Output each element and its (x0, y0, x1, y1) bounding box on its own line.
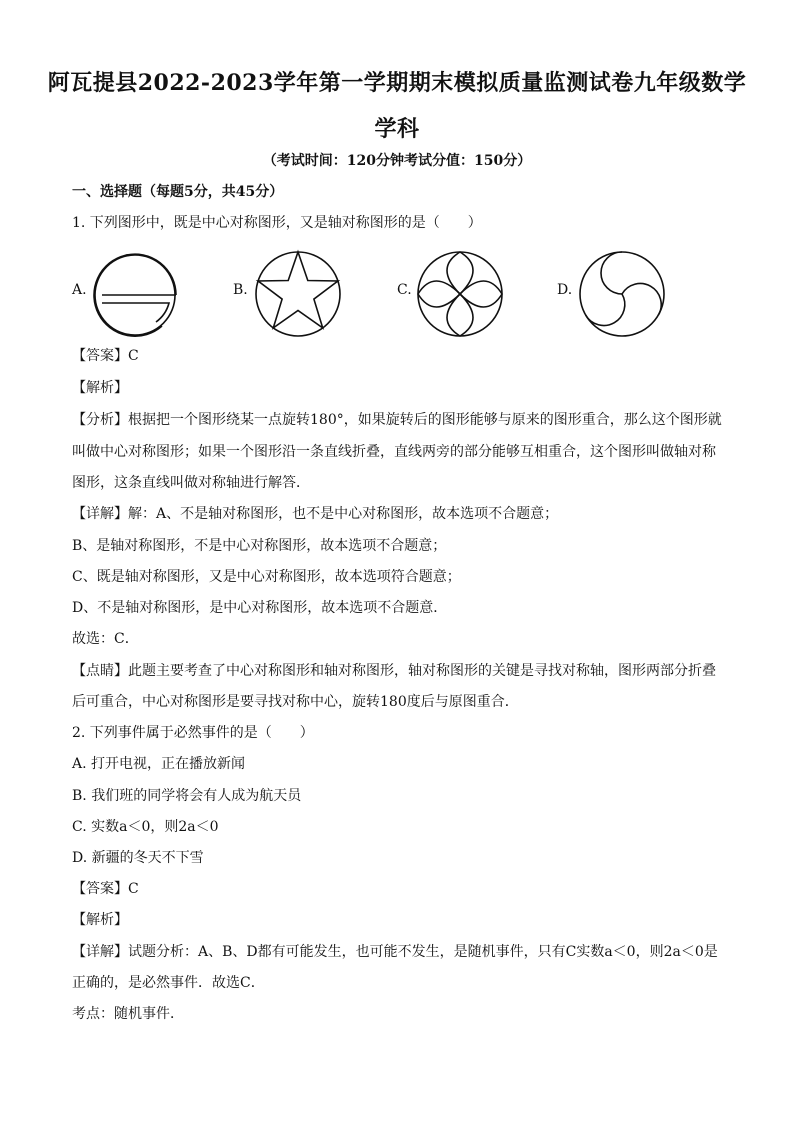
figure-c-flower (414, 248, 506, 340)
q2-option-d: D. 新疆的冬天不下雪 (72, 850, 204, 866)
figure-b-circle (256, 252, 340, 336)
page-title-line2: 学科 (374, 116, 420, 142)
option-a-label: A. (72, 282, 87, 298)
q1-note-line-1: 【点睛】此题主要考查了中心对称图形和轴对称图形，轴对称图形的关键是寻找对称轴，图形两部分折叠 (72, 663, 716, 679)
figure-a-e-inner (102, 303, 169, 322)
figure-a-letter-e (90, 250, 180, 340)
q1-detail-line-1: 【详解】解：A、不是轴对称图形，也不是中心对称图形，故本选项不合题意； (72, 506, 559, 522)
option-c-label: C. (397, 282, 412, 298)
q1-detail-line-3: C、既是轴对称图形，又是中心对称图形，故本选项符合题意； (72, 569, 461, 585)
q1-note-line-2: 后可重合，中心对称图形是要寻找对称中心，旋转180度后与原图重合． (72, 694, 519, 710)
page-title-line1: 阿瓦提县2022-2023学年第一学期期末模拟质量监测试卷九年级数学 (47, 70, 747, 96)
question-1-stem: 1. 下列图形中，既是中心对称图形，又是轴对称图形的是（ ） (72, 215, 482, 231)
q1-choice: 故选：C． (72, 631, 139, 647)
figure-c-petal-top (447, 252, 473, 294)
exam-info: （考试时间：120分钟考试分值：150分） (262, 153, 532, 169)
q1-detail-line-4: D、不是轴对称图形，是中心对称图形，故本选项不合题意． (72, 600, 448, 616)
q2-option-b: B. 我们班的同学将会有人成为航天员 (72, 788, 302, 804)
figure-c-petal-bottom (447, 294, 473, 336)
figure-d-arc-2 (622, 283, 661, 315)
q1-answer: 【答案】C (72, 348, 139, 364)
q1-analysis-line-2: 叫做中心对称图形；如果一个图形沿一条直线折叠，直线两旁的部分能够互相重合，这个图形叫做轴对称 (72, 444, 716, 460)
option-d-label: D. (557, 282, 573, 298)
q1-analysis-heading: 【解析】 (72, 380, 128, 396)
section-heading: 一、选择题（每题5分，共45分） (72, 184, 284, 200)
q2-option-a: A. 打开电视，正在播放新闻 (72, 756, 246, 772)
figure-d-arc-3 (586, 294, 625, 326)
figure-c-petal-left (418, 281, 460, 307)
q2-topic: 考点：随机事件． (72, 1006, 184, 1022)
figure-d-swirl (576, 248, 668, 340)
q2-analysis-heading: 【解析】 (72, 912, 128, 928)
q2-option-c: C. 实数a＜0，则2a＜0 (72, 819, 219, 835)
q1-analysis-line-3: 图形，这条直线叫做对称轴进行解答． (72, 475, 310, 491)
figure-c-petal-right (460, 281, 502, 307)
q2-detail-line-2: 正确的，是必然事件．故选C． (72, 975, 265, 991)
q2-answer: 【答案】C (72, 881, 139, 897)
figure-b-star (252, 248, 344, 340)
q1-analysis-line-1: 【分析】根据把一个图形绕某一点旋转180°，如果旋转后的图形能够与原来的图形重合，那么这个图形就 (72, 412, 722, 428)
option-b-label: B. (233, 282, 248, 298)
q1-detail-line-2: B、是轴对称图形，不是中心对称图形，故本选项不合题意； (72, 538, 447, 554)
question-2-stem: 2. 下列事件属于必然事件的是（ ） (72, 725, 314, 741)
figure-d-arc-1 (601, 252, 622, 294)
q2-detail-line-1: 【详解】试题分析：A、B、D都有可能发生，也可能不发生，是随机事件，只有C实数a＜0，则2a＜0是 (72, 944, 718, 960)
